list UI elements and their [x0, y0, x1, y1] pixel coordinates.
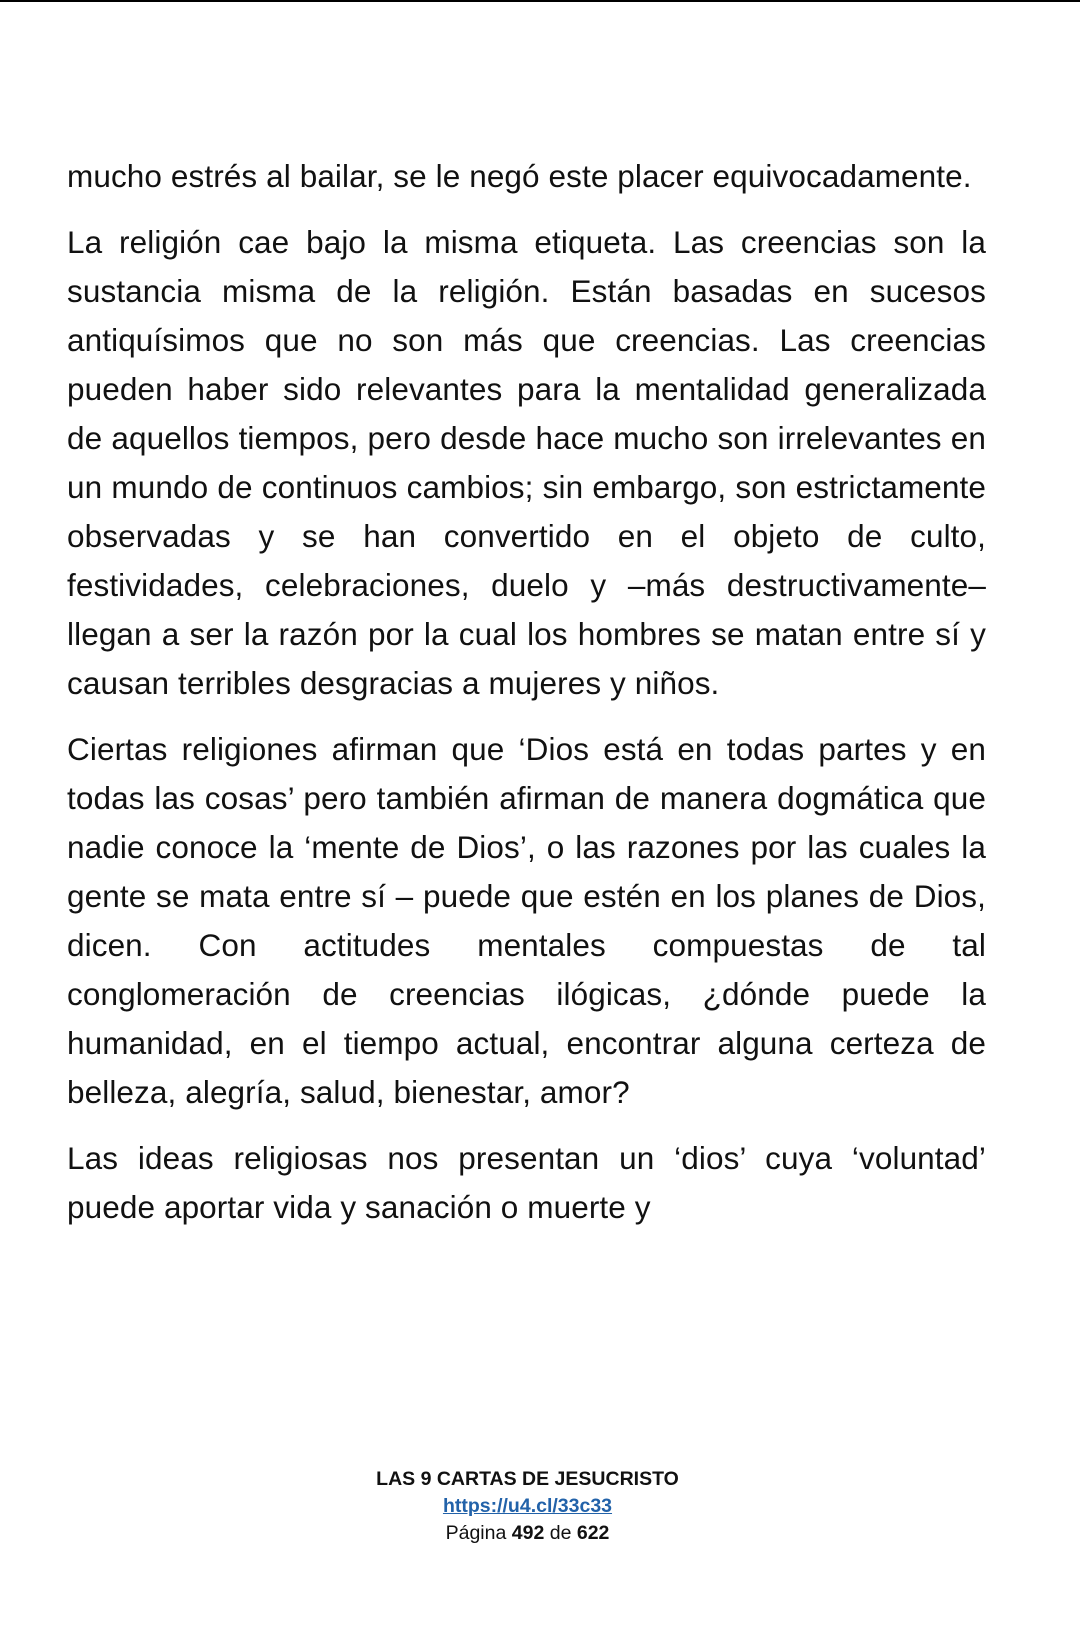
book-link[interactable]: https://u4.cl/33c33 — [442, 1495, 613, 1517]
paragraph-1: mucho estrés al bailar, se le negó este placer equivocadamente. — [67, 158, 972, 194]
top-border — [0, 0, 1080, 2]
page-footer — [0, 1466, 1055, 1547]
book-title: LAS 9 CARTAS DE JESUCRISTO — [376, 1468, 679, 1490]
page-number — [0, 1520, 1055, 1547]
page-total: 622 — [576, 1522, 610, 1544]
paragraph-2: La religión cae bajo la misma etiqueta. Las creencias son la sustancia misma de la religión. Están basadas en sucesos antiquísimos que no son más que creencias. Las creencias pueden haber sido relevantes para la mentalidad generalizada de aquellos tiempos, pero desde hace mucho son irrelevantes en un mundo de continuos cambios; sin embargo, son estrictamente observadas y se han convertido en el objeto de culto, festividades, celebraciones, duelo y –más destructivamente– llegan a ser la razón por la cual los hombres se matan entre sí y causan terribles desgracias a mujeres y niños. — [67, 224, 986, 701]
paragraph-4: Las ideas religiosas nos presentan un ‘dios’ cuya ‘voluntad’ puede aportar vida y sanación o muerte y — [67, 1140, 986, 1225]
page-label: Página — [445, 1522, 507, 1544]
page-body — [67, 152, 986, 1249]
page-current: 492 — [511, 1522, 545, 1544]
page-separator: de — [549, 1522, 572, 1544]
paragraph-3: Ciertas religiones afirman que ‘Dios está en todas partes y en todas las cosas’ pero también afirman de manera dogmática que nadie conoce la ‘mente de Dios’, o las razones por las cuales la gente se mata entre sí – puede que estén en los planes de Dios, dicen. Con actitudes mentales compuestas de tal conglomeración de creencias ilógicas, ¿dónde puede la humanidad, en el tiempo actual, encontrar alguna certeza de belleza, alegría, salud, bienestar, amor? — [67, 731, 986, 1110]
